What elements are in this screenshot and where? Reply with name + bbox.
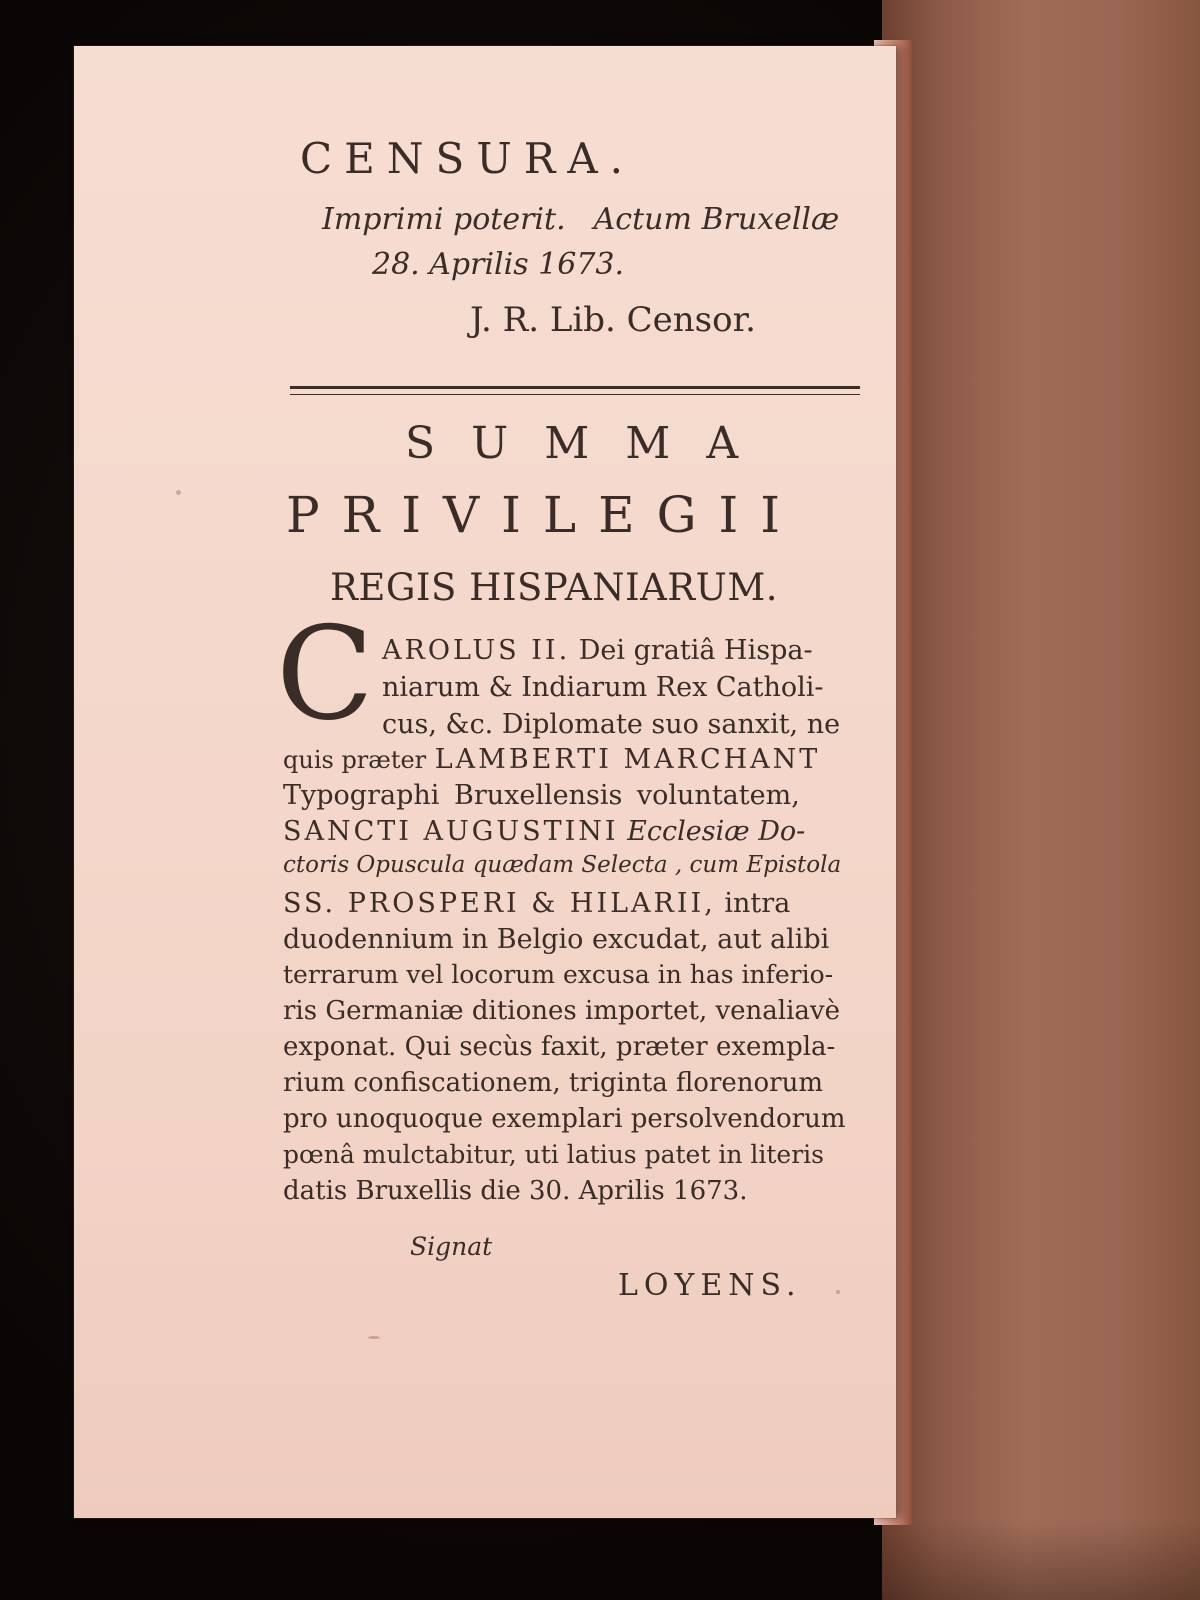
censura-signature: J. R. Lib. Censor. [470, 300, 756, 340]
text-line [382, 709, 840, 740]
text-run: terrarum vel locorum excusa in has inferio- [283, 960, 834, 989]
text-run: ris Germaniæ ditiones importet, venaliavè [283, 996, 841, 1026]
text-run: duodennium in Belgio excudat, aut alibi [283, 924, 830, 955]
heading-regis: REGIS HISPANIARUM. [330, 566, 778, 609]
book-cover [882, 0, 1200, 1600]
text-line [283, 1176, 747, 1206]
actum-text: Actum Bruxellæ [593, 202, 840, 237]
text-smallcaps: SANCTI AUGUSTINI [283, 816, 619, 847]
text-smallcaps: SS. PROSPERI & HILARII, [283, 888, 716, 919]
text-run: pœnâ mulctabitur, uti latius patet in literis [283, 1140, 824, 1169]
text-run: exponat. Qui secùs faxit, præter exempla- [283, 1032, 836, 1062]
heading-summa: SUMMA [405, 418, 775, 469]
text-line [283, 1032, 835, 1062]
foxing-spot [368, 1336, 380, 1339]
text-run: datis Bruxellis die 30. Aprilis 1673. [283, 1176, 748, 1206]
text-line [283, 780, 800, 811]
text-run: niarum & Indiarum Rex Catholi- [382, 672, 824, 703]
censura-title: CENSURA. [300, 134, 636, 183]
text-line [283, 1068, 823, 1098]
text-line [283, 744, 820, 775]
text-line [283, 816, 805, 847]
text-line [283, 996, 840, 1026]
text-run: intra [724, 888, 791, 919]
text-smallcaps: AROLUS II. [382, 635, 571, 666]
foxing-spot [836, 1290, 840, 1294]
text-run: Typographi Bruxellensis voluntatem, [283, 780, 800, 811]
text-run: cus, &c. Diplomate suo sanxit, ne [382, 709, 841, 740]
text-line [283, 888, 790, 919]
text-run: rium confiscationem, triginta florenorum [283, 1068, 823, 1098]
censura-approval-line [322, 202, 862, 237]
text-line [283, 924, 829, 955]
text-line [283, 1140, 824, 1169]
text-line [283, 960, 833, 989]
text-line [382, 672, 824, 703]
text-line [283, 852, 841, 878]
text-italic: ctoris Opuscula quædam Selecta , cum Epistola [283, 852, 842, 878]
cover-shadow [882, 1520, 1200, 1600]
divider-rule [290, 386, 860, 395]
censura-date: 28. Aprilis 1673. [372, 247, 625, 282]
text-line [382, 635, 813, 666]
foxing-spot [176, 490, 181, 495]
text-run: pro unoquoque exemplari persolvendorum [283, 1104, 846, 1134]
imprimi-text: Imprimi poterit. [322, 202, 566, 237]
text-smallcaps: LAMBERTI MARCHANT [434, 744, 821, 775]
signat-label: Signat [410, 1232, 493, 1261]
text-italic: Ecclesiæ Do- [627, 816, 806, 847]
text-run: Dei gratiâ Hispa- [578, 635, 813, 666]
heading-privilegii: PRIVILEGII [286, 486, 803, 544]
text-line [283, 1104, 846, 1134]
text-run: quis præter [283, 746, 427, 774]
drop-cap: C [276, 600, 374, 749]
signer-name: LOYENS. [618, 1268, 802, 1303]
